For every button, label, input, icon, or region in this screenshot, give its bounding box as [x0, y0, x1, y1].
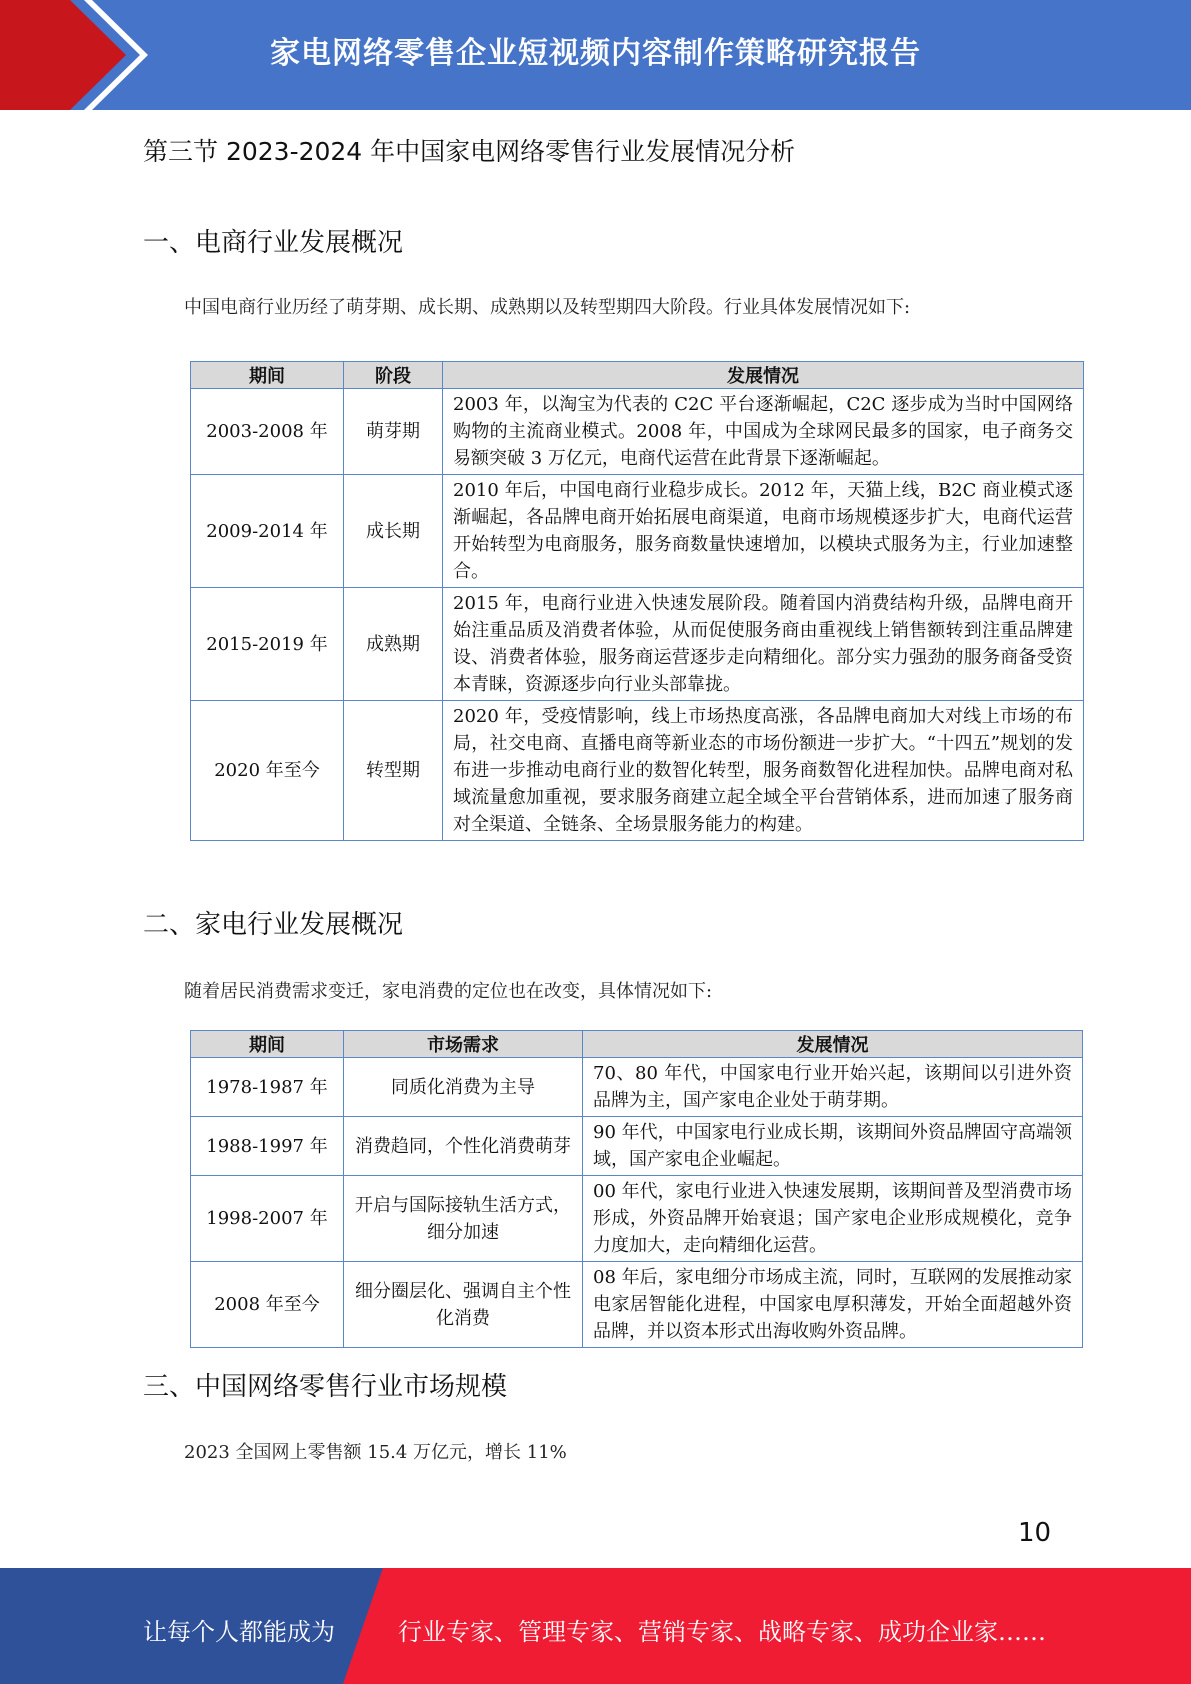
table-row: [191, 1262, 1083, 1348]
appliance-intro: 随着居民消费需求变迁，家电消费的定位也在改变，具体情况如下:: [184, 981, 713, 1002]
stage-cell: 转型期: [344, 701, 443, 841]
footer-slogan-right: 行业专家、管理专家、营销专家、战略专家、成功企业家……: [398, 1618, 1046, 1646]
description-cell: 08 年后，家电细分市场成主流，同时，互联网的发展推动家电家居智能化进程，中国家电厚积薄发，开始全面超越外资品牌，并以资本形式出海收购外资品牌。: [583, 1262, 1083, 1348]
table-header-row: [191, 362, 1084, 389]
heading-ecommerce-overview: 一、电商行业发展概况: [143, 228, 404, 258]
heading-market-size: 三、中国网络零售行业市场规模: [143, 1372, 508, 1402]
column-header: 期间: [191, 362, 344, 389]
period-cell: 2015-2019 年: [191, 588, 344, 701]
section-title: 第三节 2023-2024 年中国家电网络零售行业发展情况分析: [143, 137, 796, 166]
column-header: 发展情况: [583, 1031, 1083, 1058]
stage-cell: 成长期: [344, 475, 443, 588]
appliance-demand-table: [190, 1030, 1083, 1348]
ecommerce-intro: 中国电商行业历经了萌芽期、成长期、成熟期以及转型期四大阶段。行业具体发展情况如下:: [184, 297, 911, 318]
period-cell: 2009-2014 年: [191, 475, 344, 588]
red-chevron-decoration: [0, 0, 150, 110]
header-banner: [0, 0, 1191, 110]
description-cell: 2010 年后，中国电商行业稳步成长。2012 年，天猫上线，B2C 商业模式逐渐崛起，各品牌电商开始拓展电商渠道，电商市场规模逐步扩大，电商代运营开始转型为电商服务，服务商数量快速增加，以模块式服务为主，行业加速整合。: [443, 475, 1084, 588]
stage-cell: 成熟期: [344, 588, 443, 701]
ecommerce-stages-table: [190, 361, 1084, 841]
demand-cell: 同质化消费为主导: [344, 1058, 583, 1117]
table-row: [191, 1058, 1083, 1117]
description-cell: 90 年代，中国家电行业成长期，该期间外资品牌固守高端领域，国产家电企业崛起。: [583, 1117, 1083, 1176]
page-number: 10: [1018, 1518, 1052, 1548]
table-row: [191, 475, 1084, 588]
description-cell: 00 年代，家电行业进入快速发展期，该期间普及型消费市场形成，外资品牌开始衰退；国产家电企业形成规模化，竞争力度加大，走向精细化运营。: [583, 1176, 1083, 1262]
period-cell: 2008 年至今: [191, 1262, 344, 1348]
heading-appliance-overview: 二、家电行业发展概况: [143, 910, 404, 940]
report-title: 家电网络零售企业短视频内容制作策略研究报告: [270, 36, 921, 71]
description-cell: 2015 年，电商行业进入快速发展阶段。随着国内消费结构升级，品牌电商开始注重品质及消费者体验，从而促使服务商由重视线上销售额转到注重品牌建设、消费者体验，服务商运营逐步走向精细化。部分实力强劲的服务商备受资本青睐，资源逐步向行业头部靠拢。: [443, 588, 1084, 701]
table-row: [191, 389, 1084, 475]
period-cell: 1978-1987 年: [191, 1058, 344, 1117]
column-header: 阶段: [344, 362, 443, 389]
period-cell: 1988-1997 年: [191, 1117, 344, 1176]
table-row: [191, 701, 1084, 841]
table-row: [191, 588, 1084, 701]
description-cell: 70、80 年代，中国家电行业开始兴起，该期间以引进外资品牌为主，国产家电企业处于萌芽期。: [583, 1058, 1083, 1117]
column-header: 发展情况: [443, 362, 1084, 389]
footer-slogan-left: 让每个人都能成为: [143, 1618, 335, 1646]
demand-cell: 消费趋同，个性化消费萌芽: [344, 1117, 583, 1176]
description-cell: 2020 年，受疫情影响，线上市场热度高涨，各品牌电商加大对线上市场的布局，社交电商、直播电商等新业态的市场份额进一步扩大。“十四五”规划的发布进一步推动电商行业的数智化转型，服务商数智化进程加快。品牌电商对私域流量愈加重视，要求服务商建立起全域全平台营销体系，进而加速了服务商对全渠道、全链条、全场景服务能力的构建。: [443, 701, 1084, 841]
demand-cell: 细分圈层化、强调自主个性化消费: [344, 1262, 583, 1348]
column-header: 市场需求: [344, 1031, 583, 1058]
stage-cell: 萌芽期: [344, 389, 443, 475]
period-cell: 2020 年至今: [191, 701, 344, 841]
table-header-row: [191, 1031, 1083, 1058]
table-row: [191, 1117, 1083, 1176]
column-header: 期间: [191, 1031, 344, 1058]
table-row: [191, 1176, 1083, 1262]
demand-cell: 开启与国际接轨生活方式，细分加速: [344, 1176, 583, 1262]
period-cell: 2003-2008 年: [191, 389, 344, 475]
market-size-text: 2023 全国网上零售额 15.4 万亿元，增长 11%: [184, 1442, 567, 1463]
period-cell: 1998-2007 年: [191, 1176, 344, 1262]
footer-banner: [0, 1568, 1191, 1684]
description-cell: 2003 年，以淘宝为代表的 C2C 平台逐渐崛起，C2C 逐步成为当时中国网络购物的主流商业模式。2008 年，中国成为全球网民最多的国家，电子商务交易额突破 3 万亿元，电商代运营在此背景下逐渐崛起。: [443, 389, 1084, 475]
